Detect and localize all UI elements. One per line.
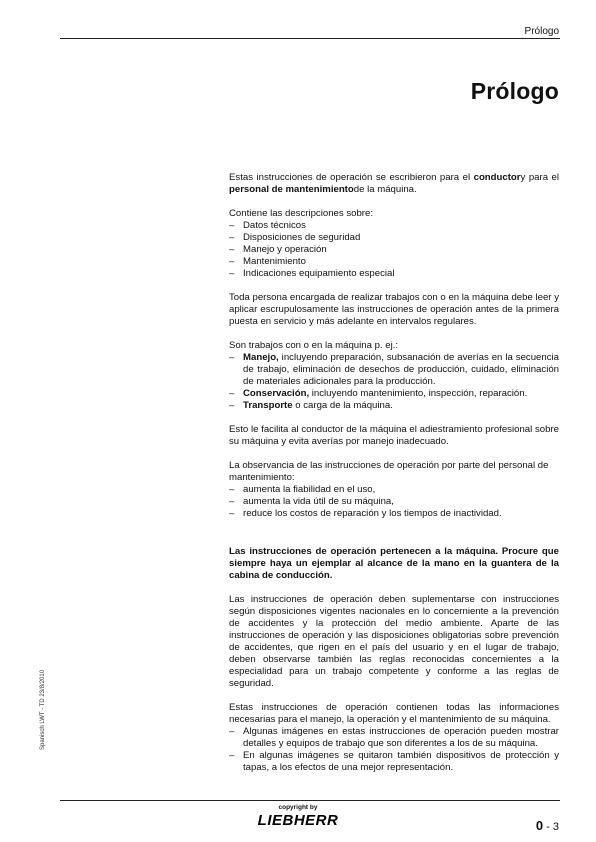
list-item: – aumenta la fiabilidad en el uso, — [229, 484, 559, 496]
list-item — [229, 400, 559, 412]
work-list — [229, 352, 559, 412]
copyright-label: copyright by — [278, 804, 318, 811]
text: de la máquina. — [353, 184, 417, 195]
paragraph-intro — [229, 172, 559, 196]
item-term: Transporte — [243, 400, 293, 411]
page-number — [536, 818, 559, 833]
list-item: – Manejo y operación — [229, 244, 559, 256]
section-number: 0 — [535, 818, 544, 833]
running-header: Prólogo — [524, 26, 559, 37]
liebherr-logo — [0, 812, 596, 830]
body-text — [229, 172, 559, 786]
bold-notice: Las instrucciones de operación pertenecen a la máquina. Procure que siempre haya un ejemplar al alcance de la mano en la guantera de la cabina de conducción. — [229, 546, 559, 581]
logo-text: LIEBHERR — [257, 812, 339, 829]
text: y para el — [520, 172, 560, 183]
item-text: incluyendo preparación, subsanación de averías en la secuencia de trabajo, eliminación de desechos de producción, cuidado, eliminación de materiales adicionales para la producción. — [243, 352, 559, 387]
item-text: incluyendo mantenimiento, inspección, reparación. — [309, 388, 528, 399]
contents-intro: Contiene las descripciones sobre: — [229, 208, 373, 219]
paragraph-persona: Toda persona encargada de realizar trabajos con o en la máquina debe leer y aplicar escrupulosamente las instrucciones de operación antes de la primera puesta en servicio y más adelante en intervalos regulares. — [229, 292, 559, 327]
header-rule — [60, 38, 560, 39]
item-term: Conservación, — [243, 388, 310, 399]
footer-rule — [60, 800, 560, 801]
page-separator: - — [543, 821, 553, 833]
item-term: Manejo, — [243, 352, 279, 363]
list-item — [229, 388, 559, 400]
observance-list — [229, 484, 559, 520]
paragraph-regulations: Las instrucciones de operación deben suplementarse con instrucciones según disposiciones vigentes nacionales en lo concerniente a la prevención de accidentes y la protección del medio ambiente. Aparte de las instrucciones de operación y las disposiciones obligatorias sobre prevención de accidentes, que rigen en el país del usuario y en el lugar de trabajo, deben observarse también las reglas reconocidas concernientes a la especialidad para un trabajo competente y conforme a las reglas de seguridad. — [229, 594, 559, 689]
emphasis-conductor: conductor — [473, 172, 521, 183]
spacer — [229, 532, 559, 546]
list-item: – Datos técnicos — [229, 220, 559, 232]
text: Estas instrucciones de operación se escribieron para el — [229, 172, 474, 183]
list-item: – Disposiciones de seguridad — [229, 232, 559, 244]
list-item: – En algunas imágenes se quitaron también dispositivos de protección y tapas, a los efectos de una mejor representación. — [229, 750, 559, 774]
images-list — [229, 726, 559, 774]
contents-info: Estas instrucciones de operación contienen todas las informaciones necesarias para el manejo, la operación y el mantenimiento de su máquina. — [229, 702, 559, 725]
emphasis-personal: personal de mantenimiento — [229, 184, 354, 195]
side-note: Spanisch LWT - TD 23/8/2010 — [40, 669, 46, 750]
work-intro: Son trabajos con o en la máquina p. ej.: — [229, 340, 399, 351]
list-item: – Algunas imágenes en estas instrucciones de operación pueden mostrar detalles y equipos de trabajo que son diferentes a los de su máquina. — [229, 726, 559, 750]
list-item — [229, 352, 559, 388]
contents-list — [229, 220, 559, 280]
list-item: – Indicaciones equipamiento especial — [229, 268, 559, 280]
item-text: o carga de la máquina. — [292, 400, 393, 411]
paragraph-training: Esto le facilita al conductor de la máquina el adiestramiento profesional sobre su máquina y evita averías por manejo inadecuado. — [229, 424, 559, 447]
observance-intro: La observancia de las instrucciones de operación por parte del personal de mantenimiento: — [229, 460, 549, 483]
list-item: – Mantenimiento — [229, 256, 559, 268]
list-item: – aumenta la vida útil de su máquina, — [229, 496, 559, 508]
page-title: Prólogo — [470, 78, 559, 104]
page-index: 3 — [552, 821, 559, 833]
list-item: – reduce los costos de reparación y los tiempos de inactividad. — [229, 508, 559, 520]
